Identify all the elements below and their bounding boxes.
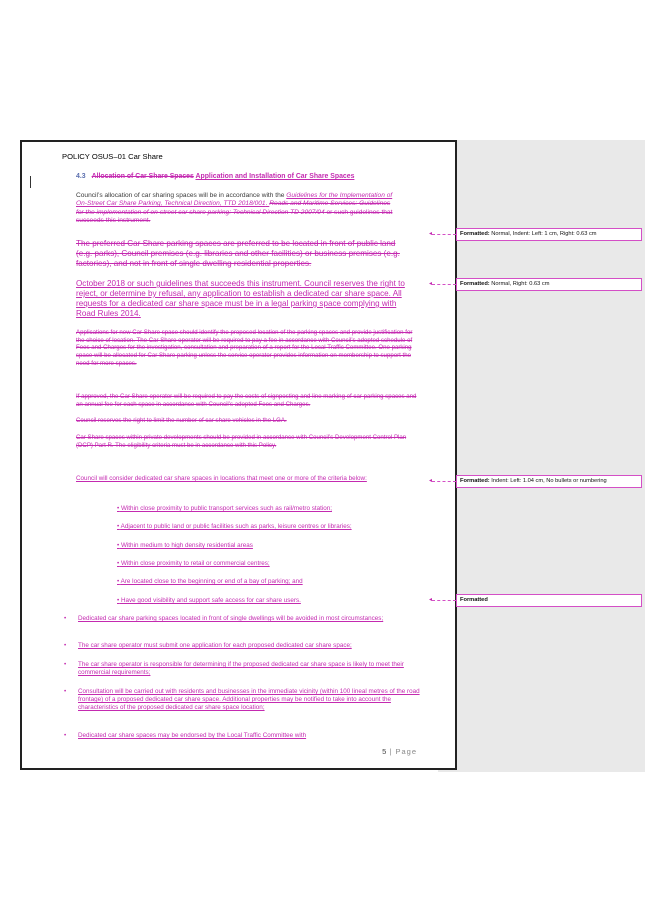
bullet: • — [117, 578, 120, 585]
bullet: • — [64, 615, 67, 622]
format-comment[interactable] — [456, 594, 642, 607]
bullet: • — [117, 542, 120, 549]
private-paragraph: Car Share spaces within private developments should be provided in accordance with Council’s Development Control Plan (DCP) Part R. The eligibility criteria must be in accordance with this Policy. — [76, 434, 407, 449]
criteria-text: Within close proximity to public transport services such as rail/metro station; — [120, 505, 332, 512]
bullet: • — [117, 560, 120, 567]
criteria-text: Are located close to the beginning or end of a bay of parking; and — [120, 578, 303, 585]
comment-anchor-icon: ◂ — [429, 281, 433, 287]
comment-label: Formatted — [460, 597, 488, 603]
comment-text: Normal, Indent: Left: 1 cm, Right: 0.63 cm — [489, 231, 597, 237]
comment-text: Indent: Left: 1.04 cm, No bullets or numbering — [489, 478, 607, 484]
condition-text: Dedicated car share parking spaces located in front of single dwellings will be avoided in most circumstances; — [78, 615, 384, 622]
condition-item — [64, 615, 420, 623]
comment-anchor-icon: ◂ — [429, 597, 433, 603]
page-footer — [382, 747, 417, 756]
condition-text: Consultation will be carried out with residents and businesses in the immediate vicinity (within 100 lineal metres of the road frontage) of a proposed dedicated car share space. Additional properties may be notified to take into account the characteristics of the proposed dedicated car share space location; — [78, 688, 420, 711]
section-number: 4.3 — [76, 173, 86, 180]
ref-separator: . — [265, 200, 270, 208]
condition-item — [64, 642, 420, 650]
revision-bar — [30, 176, 31, 188]
bullet: • — [117, 505, 120, 512]
condition-text: The car share operator is responsible for determining if the proposed dedicated car share space is likely to meet their commercial requirements; — [78, 661, 404, 676]
comment-label: Formatted: — [460, 281, 490, 287]
inserted-title: Application and Installation of Car Share Spaces — [195, 173, 355, 180]
preferred-paragraph: The preferred Car Share parking spaces are preferred to be located in front of public land (e.g. parks), Council premises (e.g. libraries and other facilities) or business premises (e.g. factories), and not in front of single dwelling residential properties. — [76, 239, 400, 268]
page-header: POLICY OSUS–01 Car Share — [62, 152, 163, 161]
bullet: • — [64, 642, 67, 649]
criteria-text: Within medium to high density residential areas — [120, 542, 253, 549]
comment-connector — [432, 481, 456, 482]
comment-label: Formatted: — [460, 478, 490, 484]
consider-paragraph: Council will consider dedicated car share spaces in locations that meet one or more of the criteria below: — [76, 475, 367, 482]
applications-paragraph: Applications for new Car Share space should identify the proposed location of the parking spaces and provide justification for the choice of location. The Car Share operator will be required to pay a fee in accordance with Council’s adopted schedule of Fees and Charges for the investigation, consultation and preparation of a report for the Local Traffic Committee. One parking space will be allocated for Car Share parking unless the service operator provides information on membership to support the need for more spaces. — [76, 329, 413, 367]
comment-connector — [432, 284, 456, 285]
format-comment[interactable] — [456, 475, 642, 488]
comment-anchor-icon: ◂ — [429, 478, 433, 484]
criteria-item — [117, 597, 301, 604]
bullet: • — [117, 523, 120, 530]
comment-text: Normal, Right: 0.63 cm — [489, 281, 550, 287]
reserves-paragraph: Council reserves the right to limit the number of car share vehicles in the LGA. — [76, 417, 287, 424]
condition-text: The car share operator must submit one application for each proposed dedicated car share space; — [78, 642, 352, 649]
criteria-item — [117, 560, 270, 567]
document-page — [20, 140, 457, 770]
condition-item — [64, 661, 420, 677]
comment-connector — [432, 600, 456, 601]
criteria-item — [117, 578, 303, 585]
page-label: Page — [395, 747, 417, 756]
page-separator: | — [386, 747, 396, 756]
deleted-reference: Roads and Maritime Services: Guidelines for the implementation of on-street car share parking: Technical Direction TD 2007/04 — [76, 200, 391, 216]
page-number: 5 — [382, 747, 387, 756]
criteria-text: Adjacent to public land or public facilities such as parks, leisure centres or libraries; — [120, 523, 352, 530]
inserted-reference: Guidelines for the Implementation of On-Street Car Share Parking, Technical Direction, TTD 2018/001 — [76, 192, 393, 208]
bullet: • — [117, 597, 120, 604]
condition-item — [64, 688, 420, 712]
format-comment[interactable] — [456, 228, 642, 241]
criteria-text: Within close proximity to retail or commercial centres; — [120, 560, 270, 567]
october-paragraph: October 2018 or such guidelines that succeeds this instrument. Council reserves the right to reject, or determine by refusal, any application to establish a dedicated car share space. All requests for a dedicated car share space must be in a legal parking space complying with Road Rules 2014. — [76, 279, 405, 318]
bullet: • — [64, 688, 67, 695]
comment-connector — [432, 234, 456, 235]
criteria-item — [117, 505, 332, 512]
approved-paragraph: If approved, the Car Share operator will be required to pay the costs of signposting and line marking of car parking spaces and an annual fee for each space in accordance with Council’s adopted Fees and Charges. — [76, 393, 417, 408]
comment-anchor-icon: ◂ — [429, 231, 433, 237]
bullet: • — [64, 732, 67, 739]
format-comment[interactable] — [456, 278, 642, 291]
section-heading — [76, 173, 354, 180]
condition-item — [64, 732, 420, 740]
deleted-tail: or such guidelines that succeeds this instrument. — [76, 208, 393, 225]
intro-text: Council’s allocation of car sharing spaces will be in accordance with the — [76, 192, 287, 199]
criteria-item — [117, 523, 352, 530]
deleted-title: Allocation of Car Share Spaces — [91, 173, 194, 180]
criteria-item — [117, 542, 253, 549]
comment-label: Formatted: — [460, 231, 490, 237]
bullet: • — [64, 661, 67, 668]
criteria-text: Have good visibility and support safe access for car share users. — [120, 597, 301, 604]
intro-paragraph — [76, 192, 398, 226]
condition-text: Dedicated car share spaces may be endorsed by the Local Traffic Committee with — [78, 732, 307, 739]
